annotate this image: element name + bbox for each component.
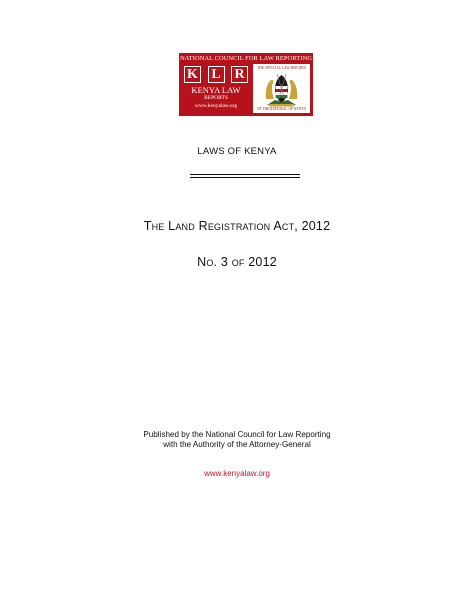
publisher-line-2: with the Authority of the Attorney-General	[163, 440, 311, 449]
act-title: The Land Registration Act, 2012	[143, 219, 331, 233]
logo-klr-letters	[184, 66, 248, 84]
logo-panel-top-text: THE OFFICIAL LAW REPORTS	[256, 66, 307, 70]
website-link[interactable]: www.kenyalaw.org	[204, 469, 270, 478]
publisher-line-1: Published by the National Council for Law Reporting	[143, 430, 331, 439]
logo-council-name: NATIONAL COUNCIL FOR LAW REPORTING	[180, 55, 312, 62]
logo-panel-bottom-text: OF THE REPUBLIC OF KENYA	[256, 107, 307, 111]
act-number: No. 3 of 2012	[197, 255, 277, 269]
kenya-law-logo	[179, 53, 313, 116]
logo-emblem-panel	[253, 64, 310, 113]
logo-url: www.kenyalaw.org	[194, 103, 238, 109]
divider-line-bottom	[190, 177, 300, 178]
logo-klr-block	[182, 65, 250, 113]
logo-reports: REPORTS	[204, 95, 228, 101]
logo-letter-r: R	[231, 66, 248, 83]
logo-letter-l: L	[208, 66, 225, 83]
publisher-statement	[0, 430, 474, 450]
logo-kenya-law: KENYA LAW	[191, 85, 241, 95]
kenya-coat-of-arms-icon	[263, 71, 300, 107]
divider-line-top	[190, 174, 300, 175]
logo-letter-k: K	[184, 66, 201, 83]
series-heading: LAWS OF KENYA	[197, 146, 277, 157]
